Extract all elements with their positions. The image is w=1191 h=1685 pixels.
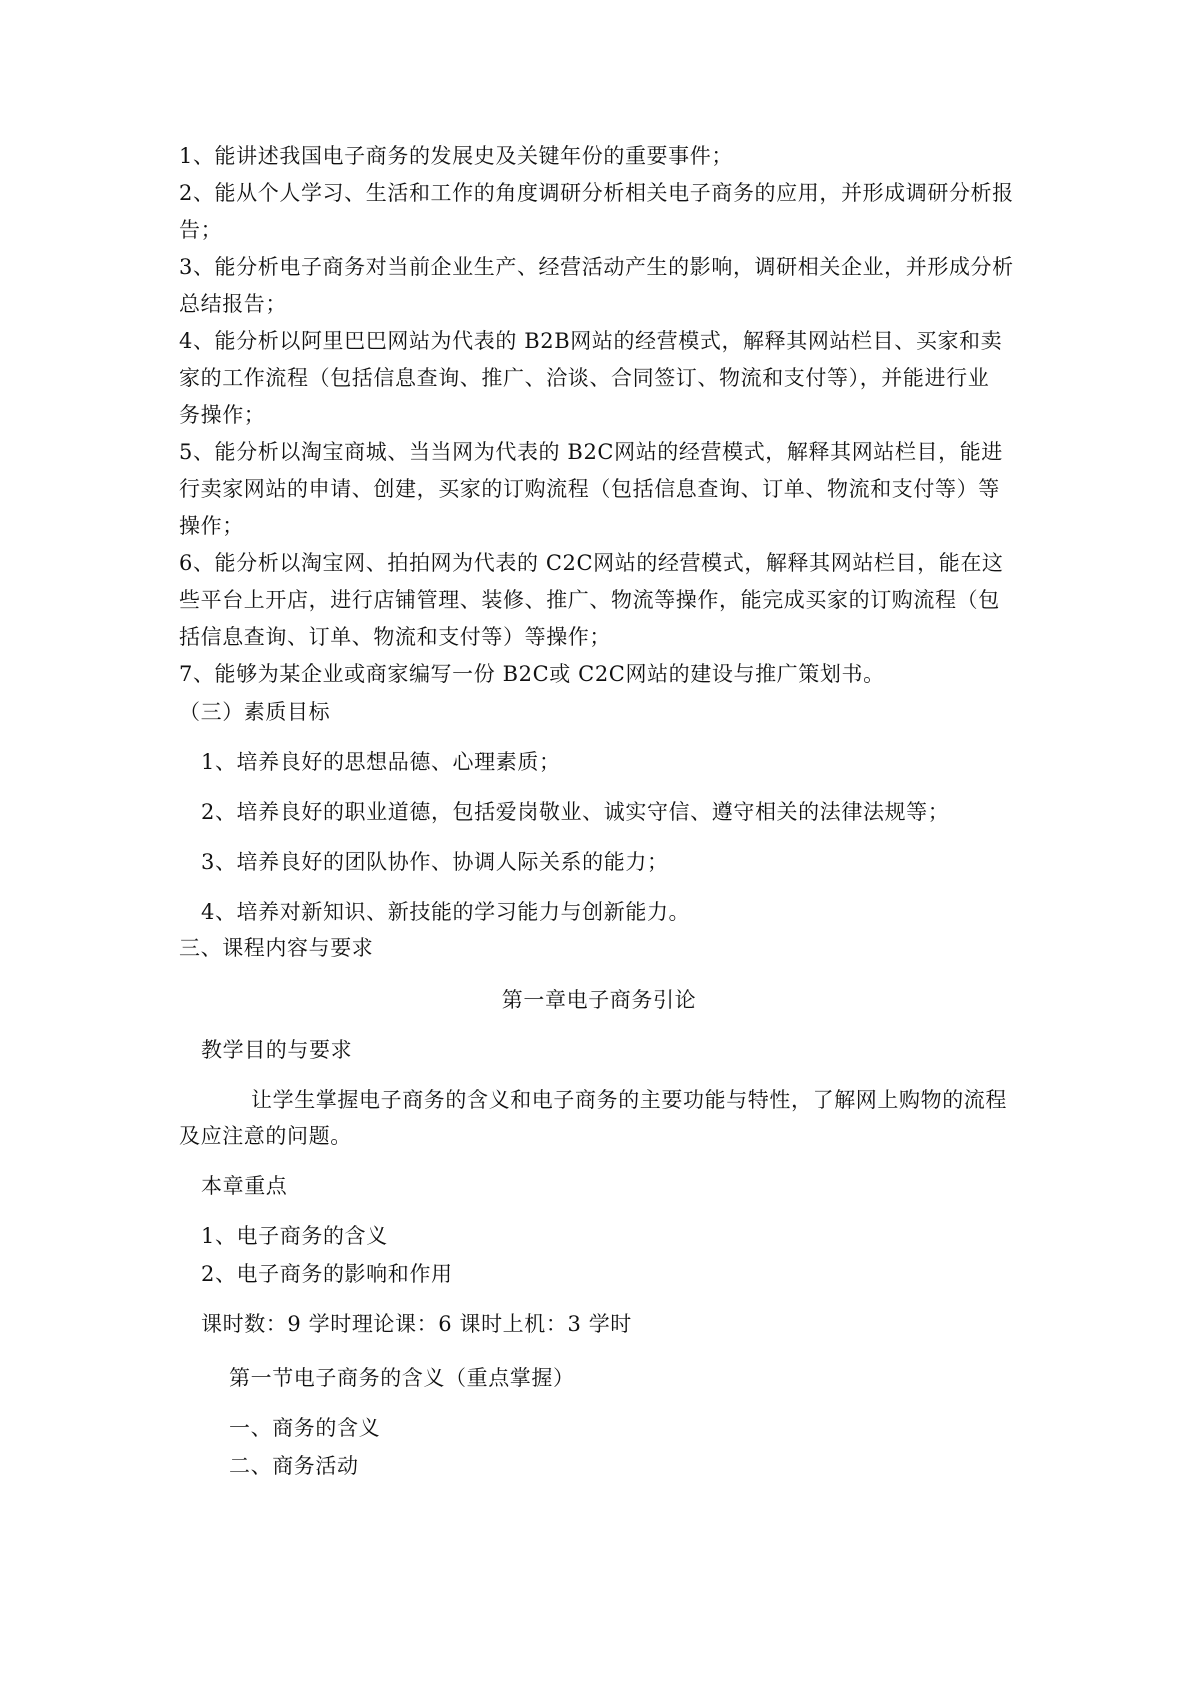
quality-item-4: 4、培养对新知识、新技能的学习能力与创新能力。 <box>201 900 691 924</box>
skill-line-3-cont: 总结报告； <box>179 292 287 316</box>
quality-heading: （三）素质目标 <box>179 700 331 724</box>
skill-line-7: 7、能够为某企业或商家编写一份 B2C或 C2C网站的建设与推广策划书。 <box>179 662 885 686</box>
skill-line-4-cont: 家的工作流程（包括信息查询、推广、洽谈、合同签订、物流和支付等），并能进行业 <box>179 366 990 390</box>
section1-title: 第一节电子商务的含义（重点掌握） <box>229 1366 575 1390</box>
section-heading: 三、课程内容与要求 <box>179 936 374 960</box>
section1-item-1: 一、商务的含义 <box>229 1416 381 1440</box>
skill-line-6: 6、能分析以淘宝网、拍拍网为代表的 C2C网站的经营模式，解释其网站栏目，能在这 <box>179 551 1004 575</box>
chapter-title: 第一章电子商务引论 <box>501 988 697 1012</box>
skill-line-4: 4、能分析以阿里巴巴网站为代表的 B2B网站的经营模式，解释其网站栏目、买家和卖 <box>179 329 1003 353</box>
quality-item-1: 1、培养良好的思想品德、心理素质； <box>201 750 561 774</box>
skill-line-2: 2、能从个人学习、生活和工作的角度调研分析相关电子商务的应用，并形成调研分析报 <box>179 181 1014 205</box>
focus-heading: 本章重点 <box>201 1174 288 1198</box>
objective-line-2: 及应注意的问题。 <box>179 1124 352 1148</box>
skill-line-6-cont2: 括信息查询、订单、物流和支付等）等操作； <box>179 625 611 649</box>
focus-item-2: 2、电子商务的影响和作用 <box>201 1262 453 1286</box>
skill-line-1: 1、能讲述我国电子商务的发展史及关键年份的重要事件； <box>179 144 733 168</box>
focus-item-1: 1、电子商务的含义 <box>201 1224 388 1248</box>
objective-line-1: 让学生掌握电子商务的含义和电子商务的主要功能与特性，了解网上购物的流程 <box>251 1088 1007 1112</box>
skill-line-5-cont2: 操作； <box>179 514 244 538</box>
skill-line-5-cont: 行卖家网站的申请、创建，买家的订购流程（包括信息查询、订单、物流和支付等）等 <box>179 477 1000 501</box>
skill-line-6-cont: 些平台上开店，进行店铺管理、装修、推广、物流等操作，能完成买家的订购流程（包 <box>179 588 1000 612</box>
skill-line-2-cont: 告； <box>179 218 223 242</box>
skill-line-4-cont2: 务操作； <box>179 403 266 427</box>
class-hours: 课时数：9 学时理论课：6 课时上机：3 学时 <box>201 1312 632 1336</box>
section1-item-2: 二、商务活动 <box>229 1454 359 1478</box>
skill-line-3: 3、能分析电子商务对当前企业生产、经营活动产生的影响，调研相关企业，并形成分析 <box>179 255 1014 279</box>
quality-item-3: 3、培养良好的团队协作、协调人际关系的能力； <box>201 850 669 874</box>
skill-line-5: 5、能分析以淘宝商城、当当网为代表的 B2C网站的经营模式，解释其网站栏目，能进 <box>179 440 1003 464</box>
objective-heading: 教学目的与要求 <box>201 1038 353 1062</box>
quality-item-2: 2、培养良好的职业道德，包括爱岗敬业、诚实守信、遵守相关的法律法规等； <box>201 800 950 824</box>
